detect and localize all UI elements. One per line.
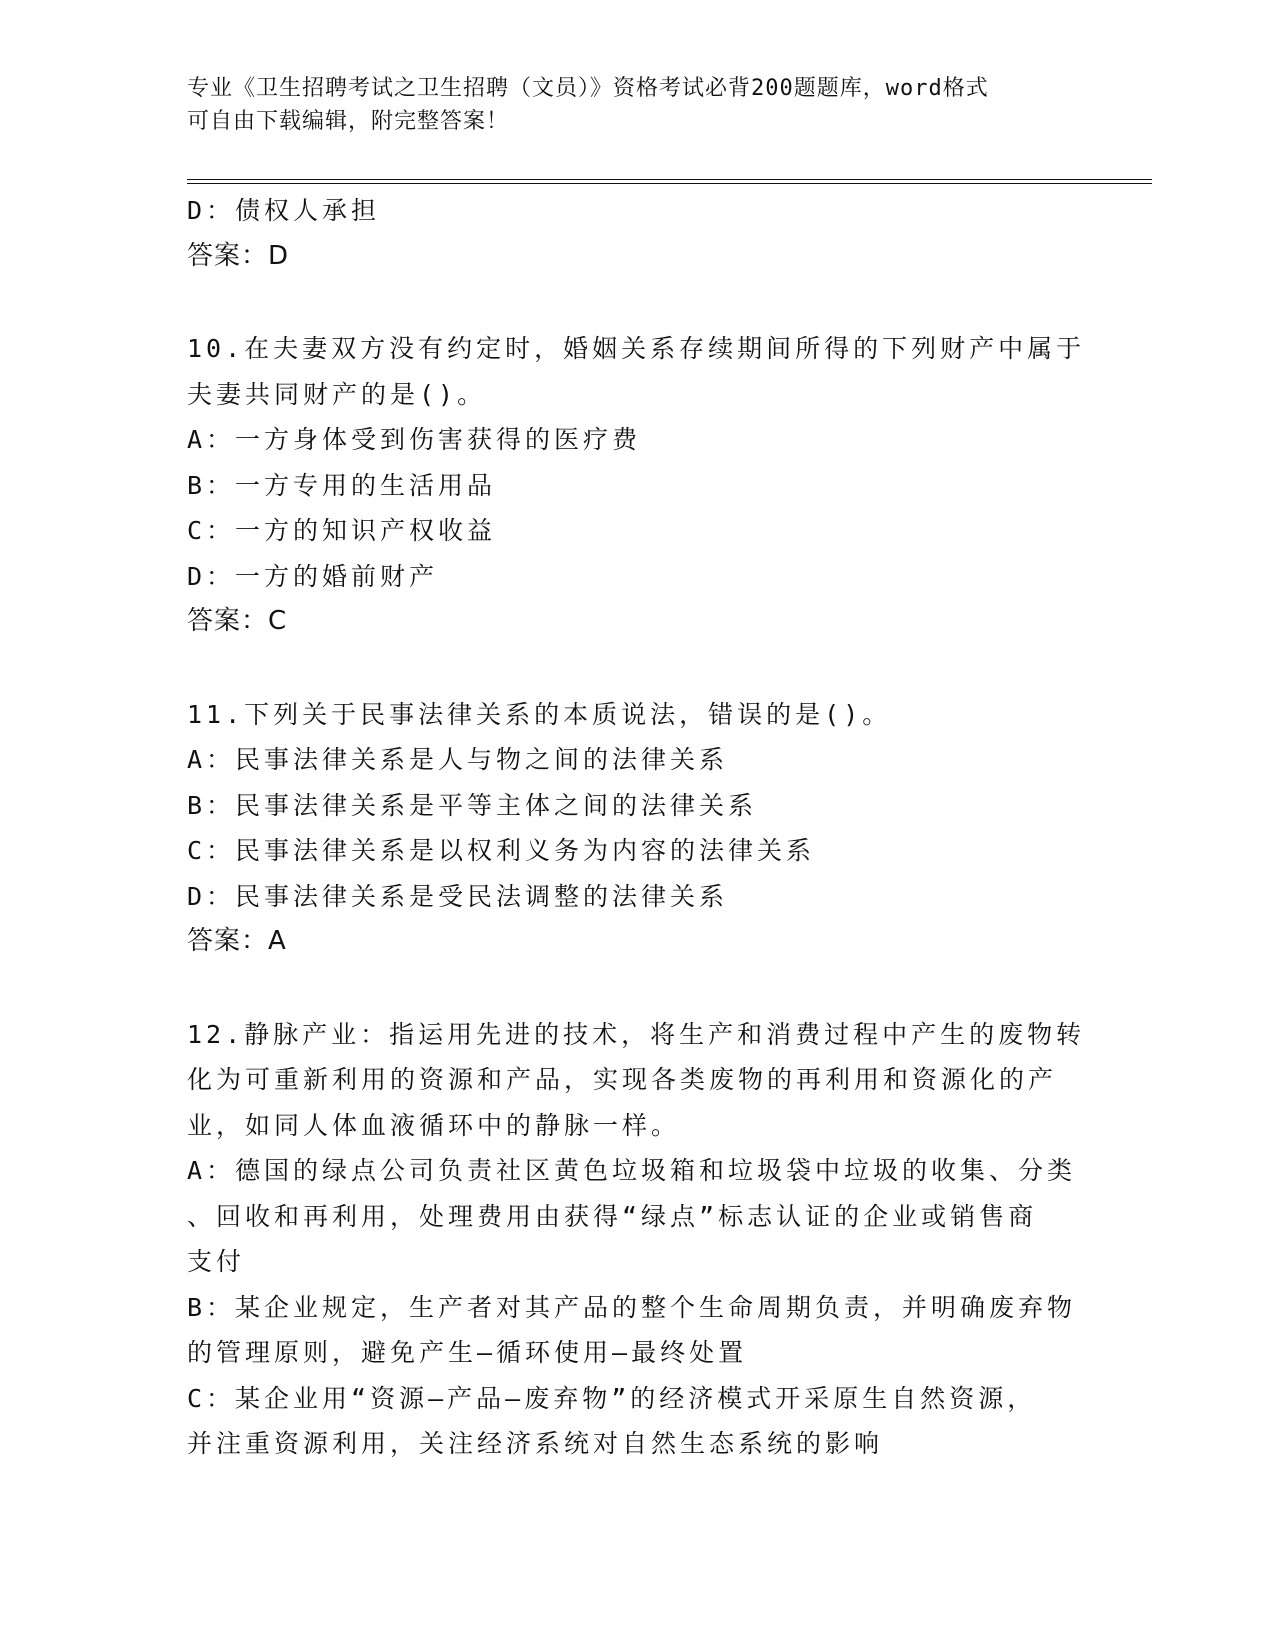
header-line-2: 可自由下载编辑，附完整答案！ <box>187 109 510 134</box>
document-header <box>187 72 1067 138</box>
header-divider <box>187 179 1152 184</box>
spacer <box>187 965 1087 1012</box>
q11-option-b: B：民事法律关系是平等主体之间的法律关系 <box>187 790 758 820</box>
question-12 <box>187 1012 1087 1467</box>
q11-stem-line-1: 11.下列关于民事法律关系的本质说法，错误的是()。 <box>187 699 892 729</box>
q10-stem-line-1: 10.在夫妻双方没有约定时，婚姻关系存续期间所得的下列财产中属于 <box>187 334 1086 363</box>
q12-option-a-line-1: A：德国的绿点公司负责社区黄色垃圾箱和垃圾袋中垃圾的收集、分类 <box>187 1156 1077 1185</box>
q12-option-b-line-1: B：某企业规定，生产者对其产品的整个生命周期负责，并明确废弃物 <box>187 1292 1077 1322</box>
q9-answer: 答案：D <box>187 240 290 271</box>
document-body <box>187 188 1087 1467</box>
spacer <box>187 279 1087 326</box>
q10-stem-line-2: 夫妻共同财产的是()。 <box>187 379 487 409</box>
question-10 <box>187 326 1087 645</box>
spacer <box>187 645 1087 692</box>
q9-option-d: D：债权人承担 <box>187 196 381 225</box>
q12-option-a-line-3: 支付 <box>187 1247 246 1276</box>
q10-option-b: B：一方专用的生活用品 <box>187 470 497 500</box>
q12-stem-line-1: 12.静脉产业：指运用先进的技术，将生产和消费过程中产生的废物转 <box>187 1019 1086 1049</box>
question-11 <box>187 692 1087 965</box>
q10-option-d: D：一方的婚前财产 <box>187 561 439 591</box>
q12-option-c-line-2: 并注重资源利用，关注经济系统对自然生态系统的影响 <box>187 1429 884 1458</box>
q11-option-c: C：民事法律关系是以权利义务为内容的法律关系 <box>187 836 816 865</box>
q11-option-d: D：民事法律关系是受民法调整的法律关系 <box>187 881 729 911</box>
q12-option-a-line-2: 、回收和再利用，处理费用由获得“绿点”标志认证的企业或销售商 <box>187 1201 1038 1231</box>
q10-answer: 答案：C <box>187 606 288 636</box>
q12-option-c-line-1: C：某企业用“资源—产品—废弃物”的经济模式开采原生自然资源， <box>187 1383 1037 1413</box>
header-line-1: 专业《卫生招聘考试之卫生招聘（文员）》资格考试必背200题题库，word格式 <box>187 76 989 101</box>
q10-option-a: A：一方身体受到伤害获得的医疗费 <box>187 425 642 454</box>
q12-option-b-line-2: 的管理原则，避免产生—循环使用—最终处置 <box>187 1338 748 1367</box>
q12-stem-line-3: 业，如同人体血液循环中的静脉一样。 <box>187 1110 681 1140</box>
q12-stem-line-2: 化为可重新利用的资源和产品，实现各类废物的再利用和资源化的产 <box>187 1065 1058 1094</box>
q10-option-c: C：一方的知识产权收益 <box>187 516 497 545</box>
q11-option-a: A：民事法律关系是人与物之间的法律关系 <box>187 745 729 774</box>
q11-answer: 答案：A <box>187 926 287 956</box>
